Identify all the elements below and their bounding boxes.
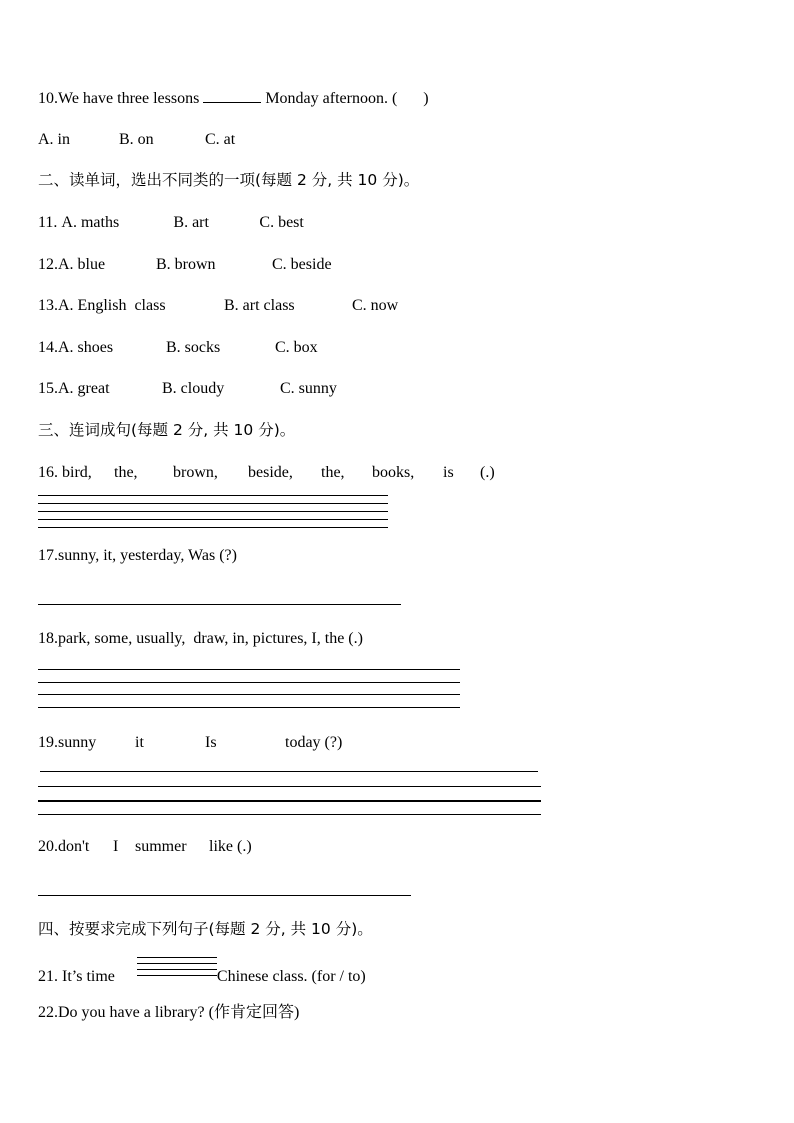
q18-answer-line	[38, 669, 460, 670]
q10-blank	[203, 88, 261, 103]
q19-word: Is	[205, 734, 217, 751]
question-20	[38, 837, 252, 857]
q19-answer-line	[38, 814, 541, 815]
q15-option-b: B. cloudy	[162, 380, 225, 397]
q13-option-b: B. art class	[224, 297, 295, 314]
q10-paren-close: )	[423, 90, 429, 107]
q19-answer-line	[38, 800, 541, 802]
question-15	[38, 379, 337, 399]
q16-word: brown,	[173, 464, 218, 481]
q19-word: today (?)	[285, 734, 343, 751]
q15-number: 15.	[38, 380, 58, 397]
q14-option-c: C. box	[275, 339, 318, 356]
q10-option-b: B. on	[119, 131, 154, 148]
q16-answer-line	[38, 503, 388, 504]
question-21	[38, 967, 366, 987]
q19-word: 19.sunny	[38, 734, 97, 751]
q20-word: summer	[135, 838, 187, 855]
q10-option-a: A. in	[38, 131, 70, 148]
q13-number: 13.	[38, 297, 58, 314]
q21-text-pre: 21. It’s time	[38, 968, 115, 985]
q15-option-c: C. sunny	[280, 380, 337, 397]
question-10	[38, 88, 429, 109]
q16-answer-line	[38, 495, 388, 496]
q14-number: 14.	[38, 339, 58, 356]
section-4-title: 四、按要求完成下列句子(每题 2 分, 共 10 分)。	[38, 920, 373, 938]
q21-text-post: Chinese class. (for / to)	[216, 968, 366, 985]
q12-option-b: B. brown	[156, 256, 216, 273]
question-14	[38, 338, 318, 358]
q20-word: I	[113, 838, 119, 855]
q11-option-a: A. maths	[61, 214, 120, 231]
q10-option-c: C. at	[205, 131, 236, 148]
q19-word: it	[135, 734, 144, 751]
q10-text-post: Monday afternoon. (	[261, 90, 398, 107]
question-16	[38, 463, 495, 483]
q18-answer-line	[38, 682, 460, 683]
q14-option-b: B. socks	[166, 339, 221, 356]
q20-answer-line	[38, 895, 411, 896]
q16-word: the,	[114, 464, 138, 481]
q16-answer-line	[38, 511, 388, 512]
q21-answer-line	[137, 957, 217, 958]
q19-answer-line	[40, 771, 538, 772]
question-11	[38, 213, 304, 233]
q20-word: 20.don't	[38, 838, 90, 855]
q11-option-c: C. best	[259, 214, 304, 231]
q18-answer-line	[38, 707, 460, 708]
section-2-title: 二、读单词，选出不同类的一项(每题 2 分, 共 10 分)。	[38, 171, 420, 189]
q11-number: 11.	[38, 214, 62, 231]
q10-options	[38, 130, 235, 150]
q20-word: like (.)	[209, 838, 252, 855]
q14-option-a: A. shoes	[58, 339, 114, 356]
question-12	[38, 255, 332, 275]
q16-word: is	[443, 464, 454, 481]
question-18: 18.park, some, usually, draw, in, pictures, I, the (.)	[38, 630, 363, 647]
q11-option-b: B. art	[173, 214, 209, 231]
question-13	[38, 296, 398, 316]
q16-word: (.)	[480, 464, 495, 481]
q16-answer-line	[38, 519, 388, 520]
q16-answer-line	[38, 527, 388, 528]
section-3-title: 三、连词成句(每题 2 分, 共 10 分)。	[38, 421, 296, 439]
q21-answer-line	[137, 963, 217, 964]
q15-option-a: A. great	[58, 380, 110, 397]
q21-answer-line	[137, 969, 217, 970]
question-22: 22.Do you have a library? (作肯定回答)	[38, 1004, 300, 1021]
q13-option-c: C. now	[352, 297, 399, 314]
q12-option-a: A. blue	[58, 256, 106, 273]
q10-text-pre: 10.We have three lessons	[38, 90, 204, 107]
q12-option-c: C. beside	[272, 256, 332, 273]
question-19	[38, 733, 342, 753]
q16-word: the,	[321, 464, 345, 481]
q16-word: books,	[372, 464, 415, 481]
q16-word: 16. bird,	[38, 464, 92, 481]
q19-answer-line	[38, 786, 541, 787]
q12-number: 12.	[38, 256, 58, 273]
q17-answer-line	[38, 604, 401, 605]
q16-word: beside,	[248, 464, 293, 481]
q21-answer-line	[137, 975, 217, 976]
q18-answer-line	[38, 694, 460, 695]
question-17: 17.sunny, it, yesterday, Was (?)	[38, 547, 237, 564]
q13-option-a: A. English class	[58, 297, 166, 314]
